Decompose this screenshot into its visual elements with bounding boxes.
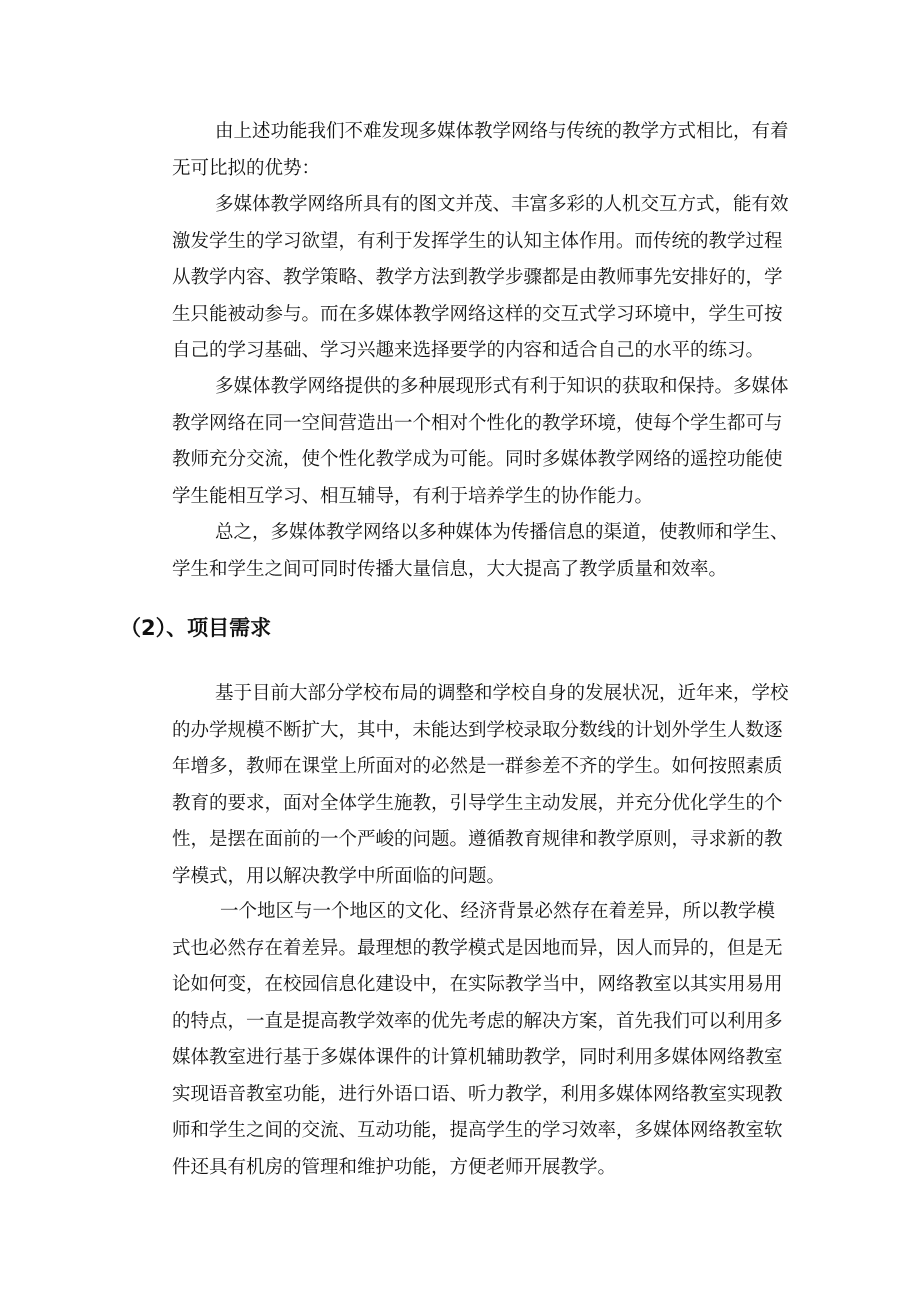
text-line: 实现语音教室功能，进行外语口语、听力教学，利用多媒体网络教室实现教: [172, 1083, 783, 1105]
text-line: 学生和学生之间可同时传播大量信息，大大提高了教学质量和效率。: [172, 558, 728, 580]
text-line: 师和学生之间的交流、互动功能，提高学生的学习效率，多媒体网络教室软: [172, 1120, 783, 1141]
paragraph-advantages-intro: [172, 114, 789, 187]
text-line: 基于目前大部分学校布局的调整和学校自身的发展状况，近年来，学校: [215, 683, 789, 704]
text-line: 性，是摆在面前的一个严峻的问题。遵循教育规律和教学原则，寻求新的教: [172, 829, 783, 850]
paragraph-network-classroom: [172, 894, 783, 1186]
text-line: 的特点，一直是提高教学效率的优先考虑的解决方案，首先我们可以利用多: [172, 1010, 783, 1032]
text-line: 多媒体教学网络所具有的图文并茂、丰富多彩的人机交互方式，能有效: [215, 194, 789, 215]
text-line: 件还具有机房的管理和维护功能，方便老师开展教学。: [172, 1156, 617, 1178]
text-line: 一个地区与一个地区的文化、经济背景必然存在着差异，所以教学模: [220, 901, 776, 922]
text-line: 激发学生的学习欲望，有利于发挥学生的认知主体作用。而传统的教学过程: [172, 230, 783, 252]
text-line: 多媒体教学网络提供的多种展现形式有利于知识的获取和保持。多媒体: [215, 376, 789, 397]
text-line: 的办学规模不断扩大，其中，未能达到学校录取分数线的计划外学生人数逐: [172, 719, 783, 741]
text-line: 由上述功能我们不难发现多媒体教学网络与传统的教学方式相比，有着: [215, 121, 789, 142]
text-line: 学模式，用以解决教学中所面临的问题。: [172, 865, 506, 887]
text-line: 论如何变，在校园信息化建设中，在实际教学当中，网络教室以其实用易用: [172, 974, 783, 995]
text-line: 教学网络在同一空间营造出一个相对个性化的教学环境，使每个学生都可与: [172, 412, 783, 434]
text-line: 无可比拟的优势：: [172, 157, 321, 179]
text-line: 教育的要求，面对全体学生施教，引导学生主动发展，并充分优化学生的个: [172, 792, 783, 814]
section-heading-project-requirements: （2）、项目需求: [120, 616, 272, 640]
text-line: 自己的学习基础、学习兴趣来选择要学的内容和适合自己的水平的练习。: [172, 340, 765, 361]
text-line: 从教学内容、教学策略、教学方法到教学步骤都是由教师事先安排好的，学: [172, 267, 783, 288]
text-line: 生只能被动参与。而在多媒体教学网络这样的交互式学习环境中，学生可按: [172, 303, 783, 325]
text-line: 年增多，教师在课堂上所面对的必然是一群参差不齐的学生。如何按照素质: [172, 756, 783, 777]
text-line: 教师充分交流，使个性化教学成为可能。同时多媒体教学网络的遥控功能使: [172, 449, 783, 470]
paragraph-interactive-mode: [172, 187, 789, 370]
text-line: 式也必然存在着差异。最理想的教学模式是因地而异，因人而异的，但是无: [172, 937, 783, 959]
paragraph-summary: [172, 515, 789, 588]
paragraph-school-situation: [172, 676, 789, 895]
paragraph-presentation-forms: [172, 369, 789, 515]
text-line: 总之，多媒体教学网络以多种媒体为传播信息的渠道，使教师和学生、: [215, 522, 789, 543]
text-line: 媒体教室进行基于多媒体课件的计算机辅助教学，同时利用多媒体网络教室: [172, 1047, 783, 1068]
text-line: 学生能相互学习、相互辅导，有利于培养学生的协作能力。: [172, 485, 654, 507]
